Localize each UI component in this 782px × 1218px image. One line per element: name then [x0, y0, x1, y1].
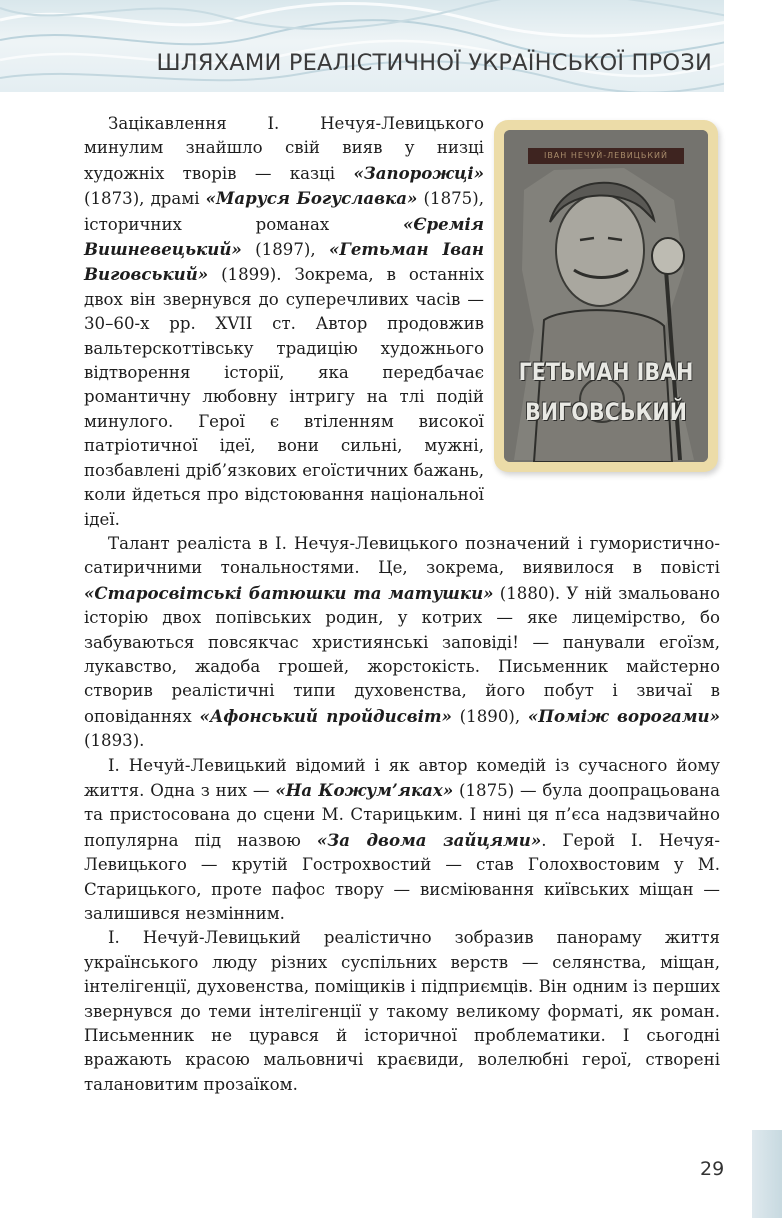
work-title: «Запорожці» [353, 162, 484, 183]
text-segment: (1875), історичних романах [84, 189, 484, 234]
book-author-label: ІВАН НЕЧУЙ-ЛЕВИЦЬКИЙ [528, 148, 684, 164]
running-header-title: ШЛЯХАМИ РЕАЛІСТИЧНОЇ УКРАЇНСЬКОЇ ПРОЗИ [156, 50, 712, 76]
text-segment: І. Нечуй-Левицький відомий і як автор комедій із сучасного йому життя. Одна з них — [84, 755, 720, 800]
text-segment: І. Нечуй-Левицький реалістично зобразив панораму життя українського люду різних суспільних верств — селянства, міщан, інтелігенції, духовенства, поміщиків і підприємців. Він одним із перших звернувся до теми інтелігенції у такому великому форматі, як роман. Письменник не цурався й історичної проблематики. І сьогодні вражають красою мальовничі краєвиди, волелюбні герої, створені талановитим прозаїком. [84, 928, 720, 1094]
body-text [84, 112, 720, 1097]
paragraph [84, 754, 720, 927]
work-title: «За двома зайцями» [316, 829, 542, 850]
book-title-line1: ГЕТЬМАН ІВАН [518, 358, 694, 386]
work-title: «Старосвітські батюшки та матушки» [84, 582, 494, 603]
paragraph [84, 532, 720, 754]
work-title: «Поміж ворогами» [527, 705, 720, 726]
text-segment: (1893). [84, 731, 145, 751]
work-title: «Афонський пройдисвіт» [199, 705, 452, 726]
book-title-line2: ВИГОВСЬКИЙ [525, 398, 687, 426]
header-white-corner [724, 0, 782, 92]
text-segment: (1899). Зокрема, в останніх двох він звернувся до суперечливих часів — 30–60-х рр. XVII ст. Автор продовжив вальтерскоттівську традицію художнього відтворення історії, яка передбачає романтичну любовну інтригу на тлі подій минулого. Герої є втіленням високої патріотичної ідеї, вони сильні, мужні, позбавлені дріб’язкових егоїстичних бажань, коли йдеться про відстоювання національної ідеї. [84, 265, 484, 529]
text-segment: (1873), драмі [84, 189, 206, 209]
work-title: «Гетьман Іван Виговський» [84, 239, 484, 285]
text-segment: (1890), [451, 706, 528, 726]
text-segment: (1875) — була доопрацьована та пристосована до сцени М. Старицьким. І нині ця п’єса надзвичайно популярна під назвою [84, 780, 721, 850]
book-float-spacer [500, 118, 726, 478]
text-segment: (1880). У ній змальовано історію двох попівських родин, у котрих — яке лицемірство, бо забуваються повсякчас християнські заповіді! — панували егоїзм, лукавство, жадоба грошей, жорстокість. Письменник майстерно створив реалістичні типи духовенства, його побут і звичаї в оповіданнях [84, 583, 720, 726]
text-segment: Талант реаліста в І. Нечуя-Левицького позначений і гумористично-сатиричними тональностями. Це, зокрема, виявилося в повісті [84, 533, 720, 578]
text-segment: . Герой І. Нечуя-Левицького — крутій Гострохвостий — став Голохвостовим у М. Старицького, проте пафос твору — висміювання київських міщан — залишився незмінним. [84, 830, 720, 923]
paragraph [84, 926, 720, 1097]
page-number: 29 [700, 1158, 725, 1180]
page-edge-decoration [752, 1130, 782, 1218]
work-title: «Єремія Вишневецький» [84, 213, 484, 260]
text-segment: (1897), [241, 240, 330, 260]
text-segment: Зацікавлення І. Нечуя-Левицького минулим знайшло свій вияв у низці художніх творів — казці [84, 114, 484, 183]
wave-pattern [0, 0, 782, 92]
work-title: «Маруся Богуславка» [205, 188, 418, 209]
work-title: «На Кожум’яках» [275, 779, 454, 800]
page-header [0, 0, 782, 92]
